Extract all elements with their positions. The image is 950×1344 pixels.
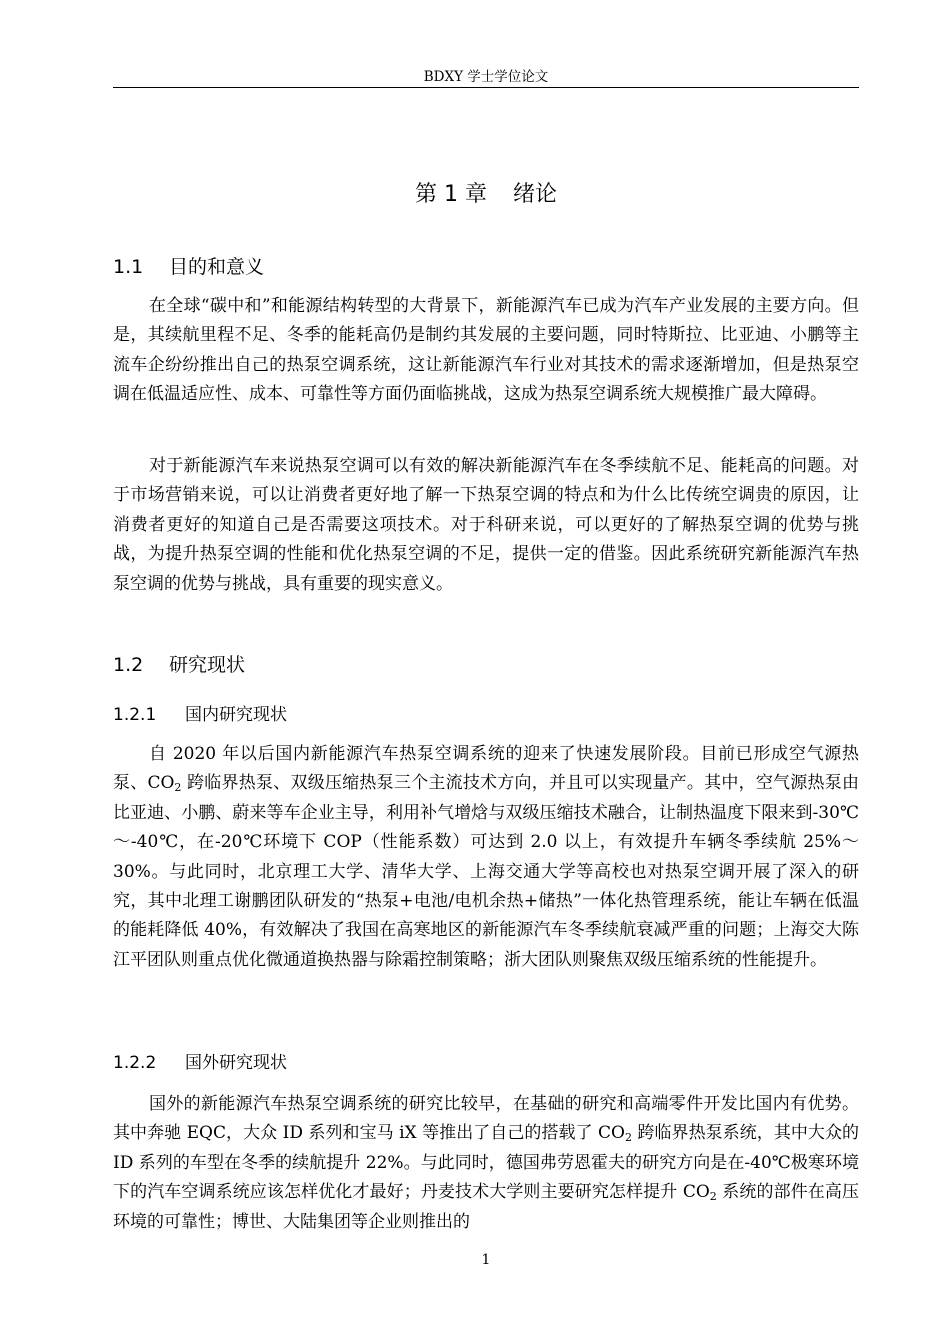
- text-run: 国外的新能源汽车热泵空调系统的研究比较早，在基础的研究和高端零件开发比国内有优势。其中奔驰 EQC，大众 ID 系列和宝马 iX 等推出了自己的搭载了 CO: [113, 1094, 859, 1144]
- chapter-title: [113, 180, 859, 210]
- section-number: 1.2: [113, 654, 144, 676]
- page-number: 1: [481, 1252, 491, 1268]
- subsection-heading-1-2-2: [113, 1050, 287, 1076]
- subsection-title: 国外研究现状: [185, 1053, 287, 1073]
- paragraph-purpose-2: 对于新能源汽车来说热泵空调可以有效的解决新能源汽车在冬季续航不足、能耗高的问题。对于市场营销来说，可以让消费者更好地了解一下热泵空调的特点和为什么比传统空调贵的原因，让消费者更好的知道自己是否需要这项技术。对于科研来说，可以更好的了解热泵空调的优势与挑战，为提升热泵空调的性能和优化热泵空调的不足，提供一定的借鉴。因此系统研究新能源汽车热泵空调的优势与挑战，具有重要的现实意义。: [113, 456, 859, 594]
- header-rule: [113, 87, 859, 88]
- text-run: 跨临界热泵、双级压缩热泵三个主流技术方向，并且可以实现量产。其中，空气源热泵由比亚迪、小鹏、蔚来等车企业主导，利用补气增焓与双级压缩技术融合，让制热温度下限来到-30℃～-40℃，在-20℃环境下 COP（性能系数）可达到 2.0 以上，有效提升车辆冬季续航 25%～30%。与此同时，北京理工大学、清华大学、上海交通大学等高校也对热泵空调开展了深入的研究，其中北理工谢鹏团队研发的“热泵+电池/电机余热+储热”一体化热管理系统，能让车辆在低温的能耗降低 40%，有效解决了我国在高寒地区的新能源汽车冬季续航衰减严重的问题；上海交大陈江平团队则重点优化微通道换热器与除霜控制策略；浙大团队则聚焦双级压缩系统的性能提升。: [113, 773, 859, 970]
- paragraph-foreign-research: [113, 1090, 859, 1237]
- text-run: 自 2020 年以后国内新能源汽车热泵空调系统的迎来了快速发展阶段。目前已形成空气源热泵、CO: [113, 744, 859, 794]
- subscript: 2: [709, 1190, 717, 1204]
- section-title: 研究现状: [169, 654, 246, 676]
- section-title: 目的和意义: [169, 256, 265, 278]
- running-header: BDXY 学士学位论文: [423, 69, 549, 85]
- section-heading-1-1: [113, 253, 264, 281]
- subsection-title: 国内研究现状: [185, 705, 287, 725]
- subsection-number: 1.2.1: [113, 705, 157, 725]
- section-heading-1-2: [113, 651, 245, 679]
- chapter-number: 第 1 章: [415, 182, 487, 207]
- section-number: 1.1: [113, 256, 144, 278]
- paragraph-domestic-research: [113, 740, 859, 975]
- text-run: 跨临界热泵系统，其中大众的 ID 系列的车型在冬季的续航提升 22%。与此同时，德国弗劳恩霍夫的研究方向是在-40℃极寒环境下的汽车空调系统应该怎样优化才最好；丹麦技术大学则主要研究怎样提升 CO: [113, 1123, 860, 1203]
- chapter-name: 绪论: [512, 182, 557, 207]
- subscript: 2: [174, 781, 182, 795]
- subscript: 2: [624, 1131, 632, 1145]
- paragraph-purpose-1: 在全球“碳中和”和能源结构转型的大背景下，新能源汽车已成为汽车产业发展的主要方向。但是，其续航里程不足、冬季的能耗高仍是制约其发展的主要问题，同时特斯拉、比亚迪、小鹏等主流车企纷纷推出自己的热泵空调系统，这让新能源汽车行业对其技术的需求逐渐增加，但是热泵空调在低温适应性、成本、可靠性等方面仍面临挑战，这成为热泵空调系统大规模推广最大障碍。: [113, 296, 859, 405]
- subsection-heading-1-2-1: [113, 702, 287, 728]
- subsection-number: 1.2.2: [113, 1053, 157, 1073]
- text-run: 系统的部件在高压环境的可靠性；博世、大陆集团等企业则推出的: [113, 1182, 859, 1232]
